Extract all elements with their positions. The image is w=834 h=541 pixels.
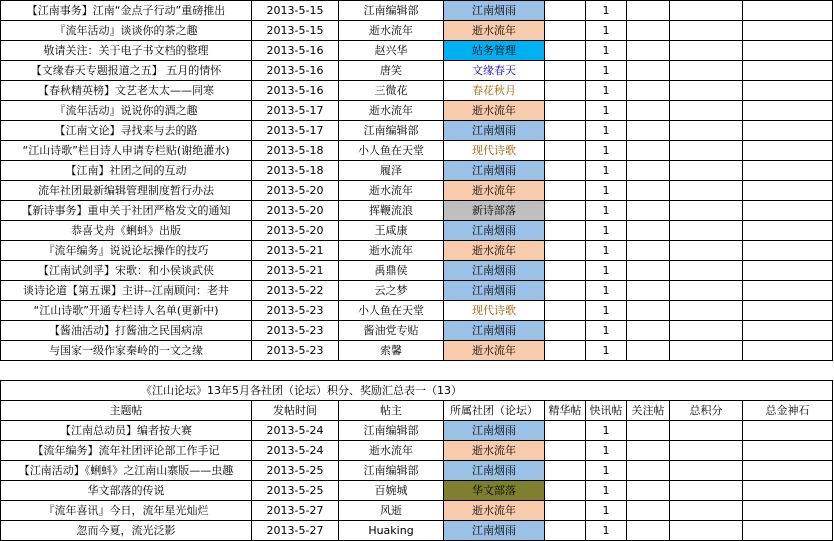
date-cell[interactable]: 2013-5-16 [252,81,339,101]
essence-cell[interactable] [545,441,586,461]
total-score-cell[interactable] [670,221,743,241]
date-cell[interactable]: 2013-5-18 [252,141,339,161]
club-cell[interactable]: 江南烟雨 [444,321,545,341]
date-cell[interactable]: 2013-5-15 [252,21,339,41]
club-cell[interactable]: 逝水流年 [444,441,545,461]
news-cell[interactable]: 1 [586,321,627,341]
essence-cell[interactable] [545,501,586,521]
focus-cell[interactable] [627,101,670,121]
news-cell[interactable]: 1 [586,341,627,361]
table-row [1,481,833,501]
total-score-cell[interactable] [670,261,743,281]
topic-cell[interactable]: 流年社团最新编辑管理制度暂行办法 [1,181,252,201]
total-stone-cell[interactable] [743,301,833,321]
news-cell[interactable]: 1 [586,101,627,121]
author-cell[interactable]: 江南编辑部 [339,1,444,21]
focus-cell[interactable] [627,221,670,241]
total-stone-cell[interactable] [743,321,833,341]
date-cell[interactable]: 2013-5-21 [252,261,339,281]
news-cell[interactable]: 1 [586,481,627,501]
total-stone-cell[interactable] [743,461,833,481]
author-cell[interactable]: 逝水流年 [339,101,444,121]
date-cell[interactable]: 2013-5-17 [252,121,339,141]
column-header[interactable]: 总积分 [670,401,743,421]
club-cell[interactable]: 江南烟雨 [444,521,545,541]
author-cell[interactable]: 云之梦 [339,281,444,301]
essence-cell[interactable] [545,241,586,261]
author-cell[interactable]: 百婉城 [339,481,444,501]
author-cell[interactable]: 逝水流年 [339,181,444,201]
essence-cell[interactable] [545,201,586,221]
date-cell[interactable]: 2013-5-23 [252,301,339,321]
table-row [1,301,833,321]
topic-cell[interactable]: 【流年编务】流年社团评论部工作手记 [1,441,252,461]
topic-cell[interactable]: “江山诗歌”栏目诗人申请专栏贴(谢绝灌水) [1,141,252,161]
date-cell[interactable]: 2013-5-25 [252,461,339,481]
club-cell[interactable]: 春花秋月 [444,81,545,101]
total-score-cell[interactable] [670,321,743,341]
topic-cell[interactable]: 『流年编务』说说论坛操作的技巧 [1,241,252,261]
date-cell[interactable]: 2013-5-15 [252,1,339,21]
author-cell[interactable]: 履泽 [339,161,444,181]
author-cell[interactable]: 禹鼎侯 [339,261,444,281]
focus-cell[interactable] [627,421,670,441]
news-cell[interactable]: 1 [586,421,627,441]
table-row [1,201,833,221]
blank-cell[interactable] [670,361,743,381]
essence-cell[interactable] [545,281,586,301]
table-row [1,501,833,521]
author-cell[interactable]: 江南编辑部 [339,121,444,141]
table-row [1,101,833,121]
focus-cell[interactable] [627,41,670,61]
club-cell[interactable]: 逝水流年 [444,241,545,261]
blank-cell[interactable] [586,361,627,381]
club-cell[interactable]: 逝水流年 [444,501,545,521]
total-stone-cell[interactable] [743,121,833,141]
club-cell[interactable]: 逝水流年 [444,181,545,201]
club-cell[interactable]: 逝水流年 [444,21,545,41]
essence-cell[interactable] [545,181,586,201]
total-score-cell[interactable] [670,341,743,361]
date-cell[interactable]: 2013-5-20 [252,201,339,221]
news-cell[interactable]: 1 [586,461,627,481]
total-score-cell[interactable] [670,21,743,41]
column-header[interactable]: 发帖时间 [252,401,339,421]
news-cell[interactable]: 1 [586,21,627,41]
total-stone-cell[interactable] [743,441,833,461]
topic-cell[interactable]: “江山诗歌”开通专栏诗人名单(更新中) [1,301,252,321]
column-header[interactable]: 帖主 [339,401,444,421]
date-cell[interactable]: 2013-5-16 [252,41,339,61]
topic-cell[interactable]: 敬请关注：关于电子书文档的整理 [1,41,252,61]
club-cell[interactable]: 现代诗歌 [444,141,545,161]
essence-cell[interactable] [545,261,586,281]
date-cell[interactable]: 2013-5-16 [252,61,339,81]
table-row [1,321,833,341]
table-row [1,61,833,81]
news-cell[interactable]: 1 [586,121,627,141]
essence-cell[interactable] [545,321,586,341]
focus-cell[interactable] [627,141,670,161]
total-score-cell[interactable] [670,501,743,521]
author-cell[interactable]: 唐笑 [339,61,444,81]
total-score-cell[interactable] [670,101,743,121]
essence-cell[interactable] [545,421,586,441]
essence-cell[interactable] [545,81,586,101]
blank-cell[interactable] [252,361,339,381]
date-cell[interactable]: 2013-5-27 [252,501,339,521]
topic-cell[interactable]: 华文部落的传说 [1,481,252,501]
focus-cell[interactable] [627,181,670,201]
total-score-cell[interactable] [670,461,743,481]
club-cell[interactable]: 江南烟雨 [444,221,545,241]
table-row [1,461,833,481]
club-cell[interactable]: 逝水流年 [444,341,545,361]
club-cell[interactable]: 江南烟雨 [444,161,545,181]
focus-cell[interactable] [627,341,670,361]
focus-cell[interactable] [627,281,670,301]
club-cell[interactable]: 江南烟雨 [444,421,545,441]
blank-cell[interactable] [339,361,444,381]
club-cell[interactable]: 现代诗歌 [444,301,545,321]
essence-cell[interactable] [545,341,586,361]
essence-cell[interactable] [545,481,586,501]
table-row [1,421,833,441]
topic-cell[interactable]: 【酱油活动】打酱油之民国病凉 [1,321,252,341]
total-score-cell[interactable] [670,241,743,261]
news-cell[interactable]: 1 [586,241,627,261]
author-cell[interactable]: 逝水流年 [339,241,444,261]
table-row [1,21,833,41]
column-header[interactable]: 精华帖 [545,401,586,421]
news-cell[interactable]: 1 [586,41,627,61]
author-cell[interactable]: 逝水流年 [339,441,444,461]
header-row [1,401,833,421]
topic-cell[interactable]: 【江南事务】江南“金点子行动”重磅推出 [1,1,252,21]
essence-cell[interactable] [545,301,586,321]
club-cell[interactable]: 华文部落 [444,481,545,501]
author-cell[interactable]: Huaking [339,521,444,541]
author-cell[interactable]: 小人鱼在天堂 [339,301,444,321]
total-score-cell[interactable] [670,1,743,21]
table-row [1,161,833,181]
essence-cell[interactable] [545,21,586,41]
club-cell[interactable]: 逝水流年 [444,101,545,121]
essence-cell[interactable] [545,461,586,481]
date-cell[interactable]: 2013-5-17 [252,101,339,121]
posts-table-body [1,1,833,541]
total-score-cell[interactable] [670,161,743,181]
blank-cell[interactable] [743,361,833,381]
essence-cell[interactable] [545,141,586,161]
table-row [1,121,833,141]
topic-cell[interactable]: 【江南总动员】编者按大赛 [1,421,252,441]
news-cell[interactable]: 1 [586,141,627,161]
author-cell[interactable]: 挥鞭流浪 [339,201,444,221]
date-cell[interactable]: 2013-5-21 [252,241,339,261]
total-stone-cell[interactable] [743,241,833,261]
column-header[interactable]: 主题帖 [1,401,252,421]
blank-cell[interactable] [444,361,545,381]
news-cell[interactable]: 1 [586,301,627,321]
focus-cell[interactable] [627,241,670,261]
author-cell[interactable]: 小人鱼在天堂 [339,141,444,161]
column-header[interactable]: 所属社团（论坛） [444,401,545,421]
total-stone-cell[interactable] [743,221,833,241]
essence-cell[interactable] [545,121,586,141]
focus-cell[interactable] [627,121,670,141]
focus-cell[interactable] [627,481,670,501]
focus-cell[interactable] [627,301,670,321]
author-cell[interactable]: 赵兴华 [339,41,444,61]
table-row [1,221,833,241]
focus-cell[interactable] [627,1,670,21]
club-cell[interactable]: 站务管理 [444,41,545,61]
news-cell[interactable]: 1 [586,521,627,541]
news-cell[interactable]: 1 [586,161,627,181]
total-stone-cell[interactable] [743,481,833,501]
focus-cell[interactable] [627,21,670,41]
focus-cell[interactable] [627,261,670,281]
total-score-cell[interactable] [670,281,743,301]
total-score-cell[interactable] [670,121,743,141]
news-cell[interactable]: 1 [586,81,627,101]
focus-cell[interactable] [627,461,670,481]
total-score-cell[interactable] [670,181,743,201]
topic-cell[interactable]: 【文缘春天专题报道之五】 五月的情怀 [1,61,252,81]
total-score-cell[interactable] [670,141,743,161]
column-header[interactable]: 关注帖 [627,401,670,421]
topic-cell[interactable]: 『流年喜讯』今日，流年星光灿烂 [1,501,252,521]
total-stone-cell[interactable] [743,421,833,441]
topic-cell[interactable]: 与国家一级作家秦岭的一文之缘 [1,341,252,361]
essence-cell[interactable] [545,41,586,61]
club-cell[interactable]: 文缘春天 [444,61,545,81]
club-cell[interactable]: 新诗部落 [444,201,545,221]
focus-cell[interactable] [627,61,670,81]
total-stone-cell[interactable] [743,341,833,361]
author-cell[interactable]: 风逝 [339,501,444,521]
author-cell[interactable]: 三微花 [339,81,444,101]
total-score-cell[interactable] [670,441,743,461]
date-cell[interactable]: 2013-5-25 [252,481,339,501]
total-score-cell[interactable] [670,481,743,501]
blank-cell[interactable] [545,361,586,381]
total-stone-cell[interactable] [743,81,833,101]
date-cell[interactable]: 2013-5-18 [252,161,339,181]
club-cell[interactable]: 江南烟雨 [444,261,545,281]
date-cell[interactable]: 2013-5-24 [252,441,339,461]
focus-cell[interactable] [627,321,670,341]
focus-cell[interactable] [627,161,670,181]
topic-cell[interactable]: 谈诗论道【第五课】主讲--江南顾问：老井 [1,281,252,301]
focus-cell[interactable] [627,81,670,101]
table-row [1,261,833,281]
author-cell[interactable]: 酱油党专贴 [339,321,444,341]
total-stone-cell[interactable] [743,501,833,521]
total-stone-cell[interactable] [743,201,833,221]
blank-row [1,361,833,381]
topic-cell[interactable]: 恭喜戈舟《蜊蚪》出版 [1,221,252,241]
topic-cell[interactable]: 【春秋精英榜】文艺老太太——同寒 [1,81,252,101]
news-cell[interactable]: 1 [586,441,627,461]
topic-cell[interactable]: 【江南试剑孚】宋歌：和小侯谈武侠 [1,261,252,281]
author-cell[interactable]: 江南编辑部 [339,421,444,441]
table-row [1,281,833,301]
blank-cell[interactable] [627,361,670,381]
club-cell[interactable]: 江南烟雨 [444,1,545,21]
essence-cell[interactable] [545,1,586,21]
topic-cell[interactable]: 忽而今夏，流光泛影 [1,521,252,541]
total-score-cell[interactable] [670,301,743,321]
table-row [1,41,833,61]
total-stone-cell[interactable] [743,61,833,81]
table-row [1,81,833,101]
table-row [1,1,833,21]
date-cell[interactable]: 2013-5-24 [252,421,339,441]
summary-title[interactable]: 《江山论坛》13年5月各社团（论坛）积分、奖励汇总表一（13） [1,381,833,401]
essence-cell[interactable] [545,101,586,121]
topic-cell[interactable]: 【江南活动】《蜊蚪》之江南山寨版——虫趣 [1,461,252,481]
total-stone-cell[interactable] [743,101,833,121]
news-cell[interactable]: 1 [586,1,627,21]
table-row [1,341,833,361]
author-cell[interactable]: 索馨 [339,341,444,361]
topic-cell[interactable]: 『流年活动』谈谈你的茶之趣 [1,21,252,41]
total-score-cell[interactable] [670,61,743,81]
focus-cell[interactable] [627,501,670,521]
total-stone-cell[interactable] [743,181,833,201]
total-stone-cell[interactable] [743,21,833,41]
topic-cell[interactable]: 【新诗事务】重申关于社团严格发文的通知 [1,201,252,221]
focus-cell[interactable] [627,441,670,461]
focus-cell[interactable] [627,201,670,221]
date-cell[interactable]: 2013-5-23 [252,321,339,341]
topic-cell[interactable]: 【江南】社团之间的互动 [1,161,252,181]
news-cell[interactable]: 1 [586,201,627,221]
table-row [1,181,833,201]
topic-cell[interactable]: 【江南文论】寻找来与去的路 [1,121,252,141]
author-cell[interactable]: 王咸康 [339,221,444,241]
author-cell[interactable]: 逝水流年 [339,21,444,41]
total-score-cell[interactable] [670,81,743,101]
news-cell[interactable]: 1 [586,221,627,241]
topic-cell[interactable]: 『流年活动』说说你的酒之趣 [1,101,252,121]
total-score-cell[interactable] [670,201,743,221]
column-header[interactable]: 快讯帖 [586,401,627,421]
date-cell[interactable]: 2013-5-27 [252,521,339,541]
total-score-cell[interactable] [670,41,743,61]
essence-cell[interactable] [545,221,586,241]
author-cell[interactable]: 江南编辑部 [339,461,444,481]
blank-cell[interactable] [1,361,252,381]
summary-title-row [1,381,833,401]
total-stone-cell[interactable] [743,261,833,281]
date-cell[interactable]: 2013-5-22 [252,281,339,301]
club-cell[interactable]: 江南烟雨 [444,461,545,481]
date-cell[interactable]: 2013-5-23 [252,341,339,361]
club-cell[interactable]: 江南烟雨 [444,281,545,301]
table-row [1,141,833,161]
table-row [1,441,833,461]
column-header[interactable]: 总金神石 [743,401,833,421]
news-cell[interactable]: 1 [586,261,627,281]
date-cell[interactable]: 2013-5-20 [252,181,339,201]
table-row [1,241,833,261]
club-cell[interactable]: 江南烟雨 [444,121,545,141]
date-cell[interactable]: 2013-5-20 [252,221,339,241]
essence-cell[interactable] [545,61,586,81]
total-stone-cell[interactable] [743,281,833,301]
news-cell[interactable]: 1 [586,61,627,81]
total-stone-cell[interactable] [743,1,833,21]
essence-cell[interactable] [545,161,586,181]
total-score-cell[interactable] [670,421,743,441]
news-cell[interactable]: 1 [586,181,627,201]
news-cell[interactable]: 1 [586,281,627,301]
news-cell[interactable]: 1 [586,501,627,521]
total-stone-cell[interactable] [743,161,833,181]
total-stone-cell[interactable] [743,141,833,161]
total-stone-cell[interactable] [743,41,833,61]
